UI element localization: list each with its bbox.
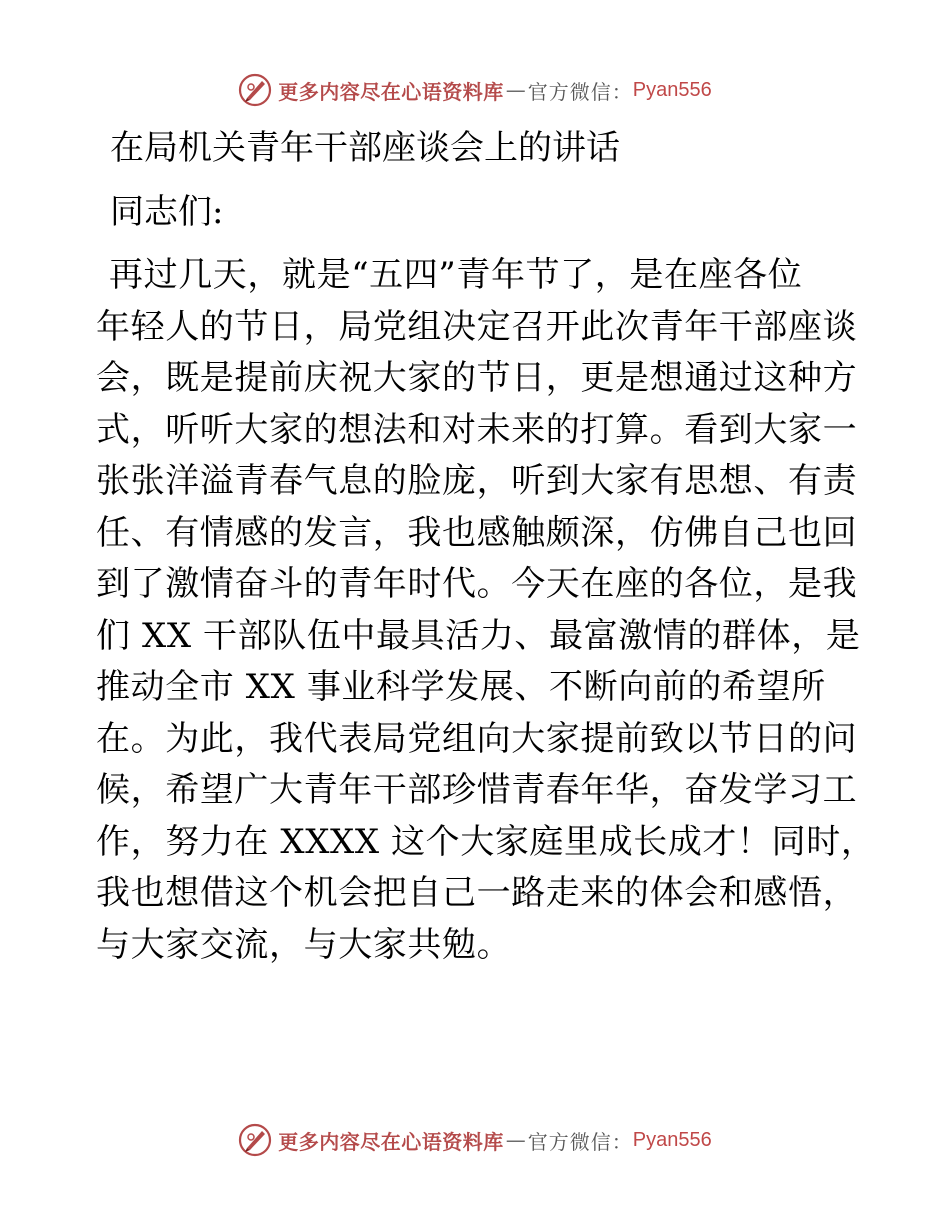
paragraph-line: 任、有情感的发言，我也感触颇深，仿佛自己也回 <box>96 512 858 553</box>
document-salutation: 同志们: <box>110 192 224 232</box>
paragraph-line: 在。为此，我代表局党组向大家提前致以节日的问 <box>96 718 858 759</box>
watermark-main-text: 更多内容尽在心语资料库 <box>278 79 504 104</box>
paragraph-line: 张张洋溢青春气息的脸庞，听到大家有思想、有责 <box>96 461 858 501</box>
quill-pen-logo-icon <box>238 1123 272 1157</box>
watermark-wechat-id: Pyan556 <box>632 1128 712 1151</box>
header-watermark <box>0 70 950 110</box>
paragraph-line: 推动全市 XX 事业科学发展、不断向前的希望所 <box>96 667 826 707</box>
watermark-official-label: 官方微信： <box>527 1129 633 1154</box>
paragraph-line: 再过几天，就是“五四”青年节了，是在座各位 <box>109 255 803 295</box>
document-paragraph <box>96 250 876 971</box>
watermark-main-text: 更多内容尽在心语资料库 <box>278 1129 504 1154</box>
watermark-official-label: 官方微信： <box>527 79 633 104</box>
footer-watermark <box>0 1120 950 1160</box>
paragraph-line: 与大家交流，与大家共勉。 <box>96 924 512 965</box>
paragraph-line: 会，既是提前庆祝大家的节日，更是想通过这种方 <box>96 358 858 398</box>
paragraph-line: 们 XX 干部队伍中最具活力、最富激情的群体，是 <box>96 615 861 656</box>
paragraph-line: 式，听听大家的想法和对未来的打算。看到大家一 <box>96 409 858 450</box>
document-body <box>96 122 876 971</box>
quill-pen-logo-icon <box>238 73 272 107</box>
paragraph-line: 我也想借这个机会把自己一路走来的体会和感悟， <box>96 873 858 913</box>
watermark-dash: — <box>505 78 526 102</box>
paragraph-line: 作，努力在 XXXX 这个大家庭里成长成才！同时， <box>96 821 876 862</box>
document-title: 在局机关青年干部座谈会上的讲话 <box>110 128 620 168</box>
watermark-dash: — <box>505 1128 526 1152</box>
paragraph-line: 年轻人的节日，局党组决定召开此次青年干部座谈 <box>96 306 858 347</box>
paragraph-line: 到了激情奋斗的青年时代。今天在座的各位，是我 <box>96 564 858 604</box>
paragraph-line: 候，希望广大青年干部珍惜青春年华，奋发学习工 <box>96 770 858 810</box>
watermark-wechat-id: Pyan556 <box>632 78 712 101</box>
